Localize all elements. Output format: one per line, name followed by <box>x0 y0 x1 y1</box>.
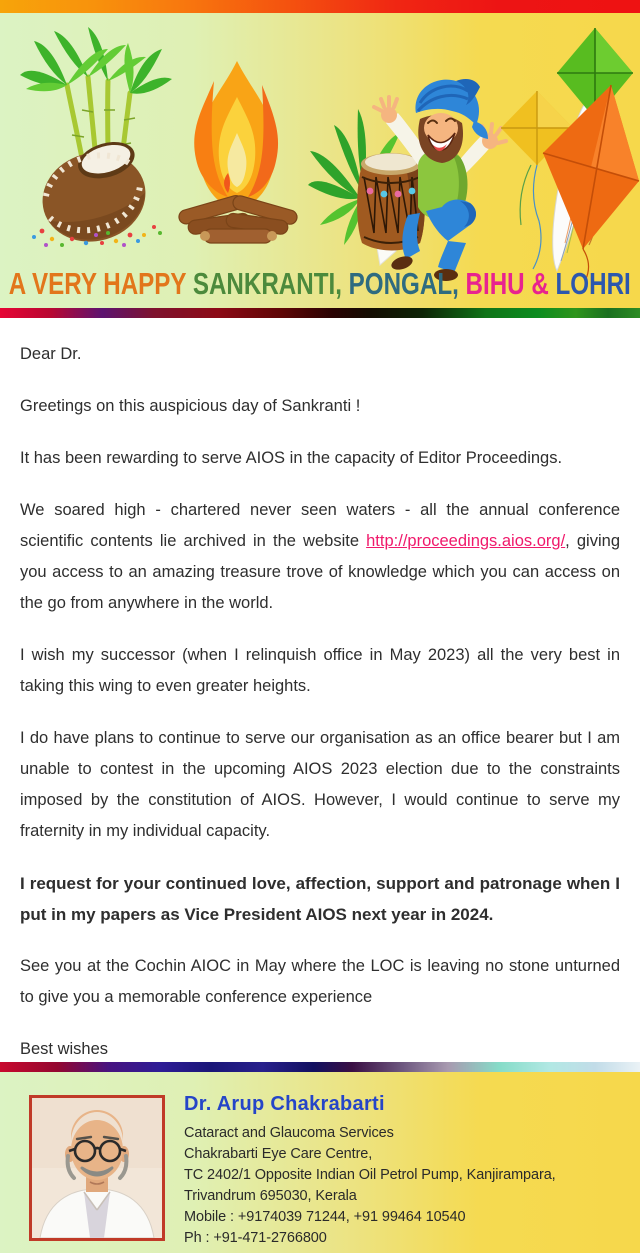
doctor-photo <box>29 1095 165 1241</box>
paragraph-successor: I wish my successor (when I relinquish office in May 2023) all the very best in taking this wing to even greater heights. <box>20 646 620 695</box>
top-gradient-stripe <box>0 0 640 13</box>
greeting-line: Greetings on this auspicious day of Sankranti ! <box>20 397 361 415</box>
kites-illustration <box>495 23 640 285</box>
bhangra-dancer-illustration <box>300 73 515 283</box>
headline-happy: A VERY HAPPY <box>8 266 194 301</box>
salutation: Dear Dr. <box>20 345 82 363</box>
website-text-after: , giving you access to an amazing treasure trove of knowledge which you can access on the go from anywhere in the world. <box>20 532 620 612</box>
headline-lohri: LOHRI <box>555 266 632 301</box>
paragraph-plans: I do have plans to continue to serve our organisation as an office bearer but I am unable to contest in the upcoming AIOS 2023 election due to the constraints imposed by the constitution of AIOS. However, I would continue to serve my fraternity in my individual capacity. <box>20 729 620 840</box>
paragraph-website <box>20 495 620 619</box>
paragraph-request: I request for your continued love, affection, support and patronage when I put in my papers as Vice President AIOS next year in 2024. <box>20 874 620 924</box>
closing-line: Best wishes <box>20 1040 109 1058</box>
contact-mobile: Mobile : +9174039 71244, +91 99464 10540 <box>184 1209 466 1225</box>
signature-footer <box>0 1072 640 1253</box>
letter-body <box>0 318 640 1062</box>
festival-headline <box>0 262 640 306</box>
contact-services: Cataract and Glaucoma Services <box>184 1125 394 1141</box>
proceedings-link[interactable]: http://proceedings.aios.org/ <box>366 532 566 550</box>
footer-gradient-stripe <box>0 1062 640 1072</box>
paragraph-cochin: See you at the Cochin AIOC in May where the LOC is leaving no stone unturned to give you a memorable conference experience <box>20 957 620 1006</box>
headline-bihu: BIHU & <box>465 266 556 301</box>
doctor-name: Dr. Arup Chakrabarti <box>184 1093 385 1115</box>
headline-pongal: PONGAL, <box>348 266 466 301</box>
festive-header <box>0 13 640 308</box>
divider-gradient-stripe <box>0 308 640 318</box>
contact-centre: Chakrabarti Eye Care Centre, <box>184 1146 373 1162</box>
contact-address2: Trivandrum 695030, Kerala <box>184 1188 357 1204</box>
headline-sankranti: SANKRANTI, <box>193 266 349 301</box>
doctor-portrait-illustration <box>32 1098 162 1238</box>
pongal-pot-illustration <box>12 15 177 250</box>
contact-block <box>184 1093 556 1249</box>
bonfire-illustration <box>170 55 305 250</box>
contact-phone: Ph : +91-471-2766800 <box>184 1230 327 1246</box>
website-text-before: We soared high - chartered never seen waters - all the annual conference scientific contents lie archived in the website <box>20 501 620 550</box>
contact-address1: TC 2402/1 Opposite Indian Oil Petrol Pump, Kanjirampara, <box>184 1167 556 1183</box>
paragraph-rewarding: It has been rewarding to serve AIOS in the capacity of Editor Proceedings. <box>20 449 563 467</box>
